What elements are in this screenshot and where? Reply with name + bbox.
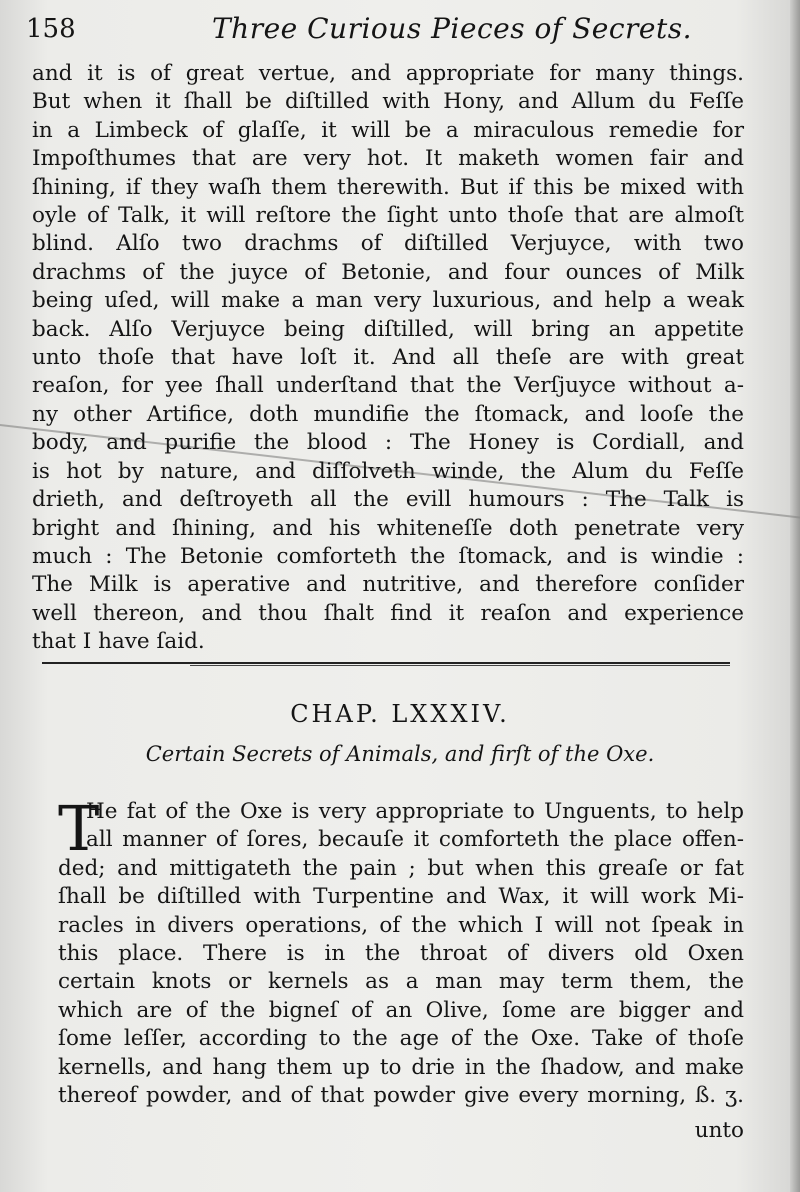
- text-line: well thereon, and thou ſhalt find it reaſon and experience: [32, 600, 744, 626]
- text-line: The Milk is aperative and nutritive, and therefore conſider: [32, 572, 744, 598]
- text-line: this place. There is in the throat of divers old Oxen: [58, 941, 744, 967]
- text-line: ny other Artifice, doth mundifie the ſtomack, and looſe the: [32, 401, 744, 427]
- text-line: ſhall be diſtilled with Turpentine and Wax, it will work Mi-: [58, 884, 744, 910]
- section-rule: [42, 662, 730, 664]
- text-line: kernells, and hang them up to drie in the ſhadow, and make: [58, 1054, 744, 1080]
- chapter-body: [58, 792, 744, 1110]
- text-line: thereof powder, and of that powder give every morning, ß. ʒ.: [58, 1083, 744, 1109]
- text-line: body, and purifie the blood : The Honey is Cordiall, and: [32, 430, 744, 456]
- text-line: ſome leſſer, according to the age of the Oxe. Take of thoſe: [58, 1026, 744, 1052]
- page-number: 158: [26, 14, 76, 44]
- body-text: [32, 60, 744, 657]
- chapter-heading: CHAP. LXXXIV.: [290, 700, 510, 728]
- text-line: Impoſthumes that are very hot. It maketh women fair and: [32, 146, 744, 172]
- text-line: oyle of Talk, it will reſtore the ſight unto thoſe that are almoſt: [32, 203, 744, 229]
- text-line: and it is of great vertue, and appropriate for many things.: [32, 61, 744, 86]
- text-line: certain knots or kernels as a man may term them, the: [58, 969, 744, 995]
- text-line: unto thoſe that have loſt it. And all theſe are with great: [32, 345, 744, 371]
- text-line: racles in divers operations, of the which I will not ſpeak in: [58, 912, 744, 938]
- text-line: He fat of the Oxe is very appropriate to Unguents, to help: [86, 799, 744, 824]
- text-line: that I have ſaid.: [32, 629, 205, 655]
- running-title: Three Curious Pieces of Secrets.: [212, 12, 693, 45]
- text-line: ded; and mittigateth the pain ; but when this greaſe or fat: [58, 855, 744, 881]
- page-edge-shadow: [790, 0, 800, 1192]
- text-line: drachms of the juyce of Betonie, and four ounces of Milk: [32, 259, 744, 285]
- page-header: [22, 8, 782, 52]
- drop-cap: T: [58, 792, 100, 865]
- text-line: But when it ſhall be diſtilled with Hony, and Allum du Feſſe: [32, 89, 744, 115]
- text-line: back. Alſo Verjuyce being diſtilled, will bring an appetite: [32, 316, 744, 342]
- text-line: bright and ſhining, and his whiteneſſe doth penetrate very: [32, 515, 744, 541]
- text-line: all manner of ſores, becauſe it comforteth the place offen-: [86, 827, 744, 853]
- text-line: in a Limbeck of glaſſe, it will be a miraculous remedie for: [32, 117, 744, 143]
- text-line: ſhining, if they waſh them therewith. But if this be mixed with: [32, 174, 744, 200]
- catchword: unto: [694, 1118, 744, 1143]
- text-line: drieth, and deſtroyeth all the evill humours : The Talk is: [32, 487, 744, 513]
- text-line: which are of the bigneſ of an Olive, ſome are bigger and: [58, 997, 744, 1023]
- text-line: blind. Alſo two drachms of diſtilled Verjuyce, with two: [32, 231, 744, 257]
- chapter-subtitle: Certain Secrets of Animals, and firſt of the Oxe.: [145, 742, 655, 766]
- text-line: much : The Betonie comforteth the ſtomack, and is windie :: [32, 543, 744, 569]
- text-line: being uſed, will make a man very luxurious, and help a weak: [32, 288, 744, 314]
- text-line: reaſon, for yee ſhall underſtand that the Verſjuyce without a-: [32, 373, 744, 399]
- text-line: is hot by nature, and diſſolveth winde, the Alum du Feſſe: [32, 458, 744, 484]
